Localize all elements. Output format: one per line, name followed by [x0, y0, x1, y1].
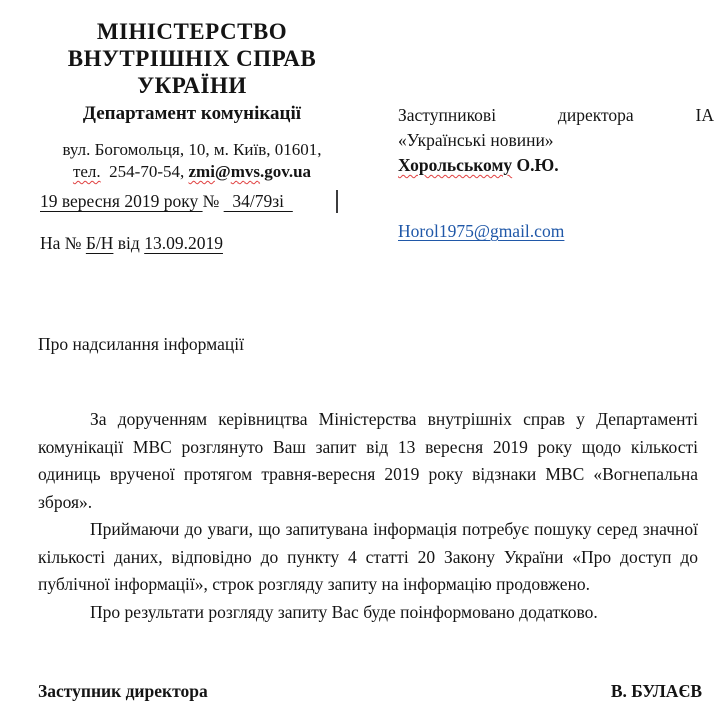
letterhead-phone-email [20, 161, 364, 183]
recipient-initials: О.Ю. [512, 155, 559, 175]
letter-body [38, 406, 698, 626]
signature-row [38, 681, 702, 702]
letterhead-address: вул. Богомольця, 10, м. Київ, 01601, [62, 140, 322, 159]
phone-label: тел. [72, 162, 101, 181]
subject-line: Про надсилання інформації [38, 334, 244, 354]
signer-name: В. БУЛАЄВ [610, 681, 702, 701]
org-name-line-2: ВНУТРІШНІХ СПРАВ [67, 46, 317, 71]
letterhead [20, 18, 364, 183]
ministry-email-domain-head: mvs [230, 162, 261, 181]
outgoing-date-line [40, 191, 293, 212]
signer-position: Заступник директора [38, 681, 208, 701]
ministry-email-domain-tail: .gov.ua [260, 162, 312, 181]
recipient-title-word-1: Заступникові [398, 105, 497, 125]
recipient-email-text[interactable]: Horol1975@gmail.com [398, 221, 565, 241]
text-cursor [336, 190, 338, 213]
recipient-email-link[interactable] [398, 219, 714, 244]
department-name: Департамент комунікації [82, 103, 302, 124]
body-paragraph-1: За дорученням керівництва Міністерства внутрішніх справ у Департаменті комунікації МВС розглянуто Ваш запит від 13 вересня 2019 року щодо кількості одиниць врученої протягом травня-вересня 2019 року відзнаки МВС «Вогнепальна зброя». [38, 409, 698, 512]
recipient-name-line [398, 153, 714, 178]
recipient-block [398, 103, 714, 244]
recipient-organization: «Українські новини» [398, 130, 554, 150]
phone-number: 254-70-54, [100, 162, 189, 181]
reply-date: 13.09.2019 [144, 233, 223, 253]
number-sign: № [202, 191, 224, 211]
body-paragraph-2: Приймаючи до уваги, що запитувана інформація потребує пошуку серед значної кількості даних, відповідно до пункту 4 статті 20 Закону України «Про доступ до публічної інформації», строк розгляду запиту на інформацію продовжено. [38, 519, 698, 594]
recipient-title-word-3: ІА [695, 105, 714, 125]
ministry-email-user: zmi [188, 162, 215, 181]
recipient-title-word-2: директора [557, 105, 634, 125]
org-name-line-3: УКРАЇНИ [137, 73, 247, 98]
recipient-title-line [398, 103, 714, 128]
reply-number: Б/Н [85, 233, 114, 253]
ministry-email-at: @ [214, 162, 231, 181]
ministry-email-link[interactable] [188, 162, 311, 181]
reply-prefix: На № [40, 233, 86, 253]
reply-reference-line [40, 233, 223, 254]
recipient-surname: Хорольському [398, 155, 513, 175]
outgoing-number: 34/79зі [223, 191, 293, 211]
reply-mid: від [113, 233, 145, 253]
outgoing-date: 19 вересня 2019 року [40, 191, 203, 211]
body-paragraph-3: Про результати розгляду запиту Вас буде поінформовано додатково. [90, 601, 598, 622]
org-name-line-1: МІНІСТЕРСТВО [96, 19, 288, 44]
